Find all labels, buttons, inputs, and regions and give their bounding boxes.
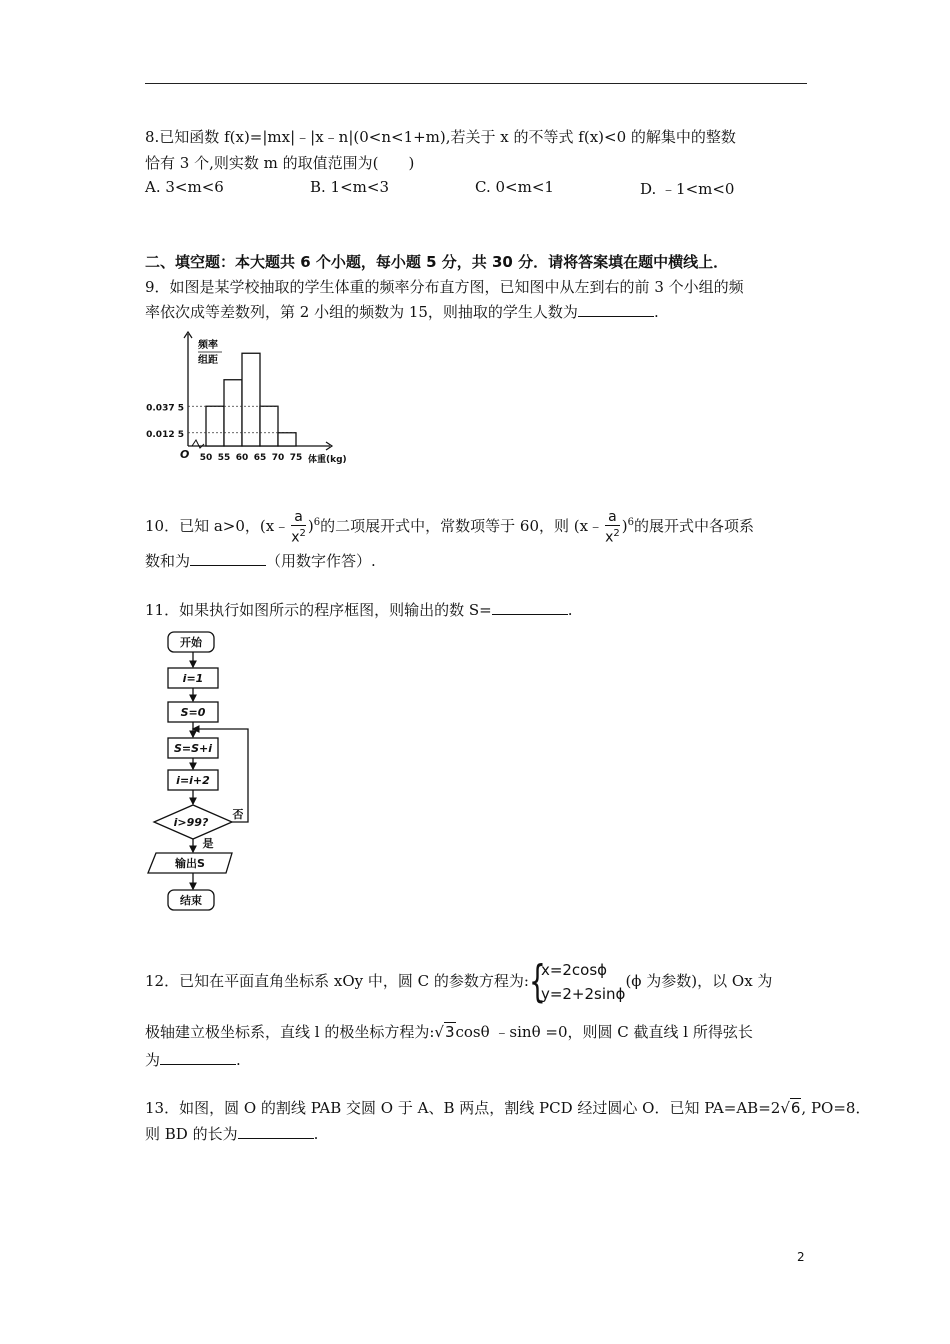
- x-tick-label: 70: [271, 453, 285, 463]
- flow-update-s-label: S=S+i: [173, 742, 213, 755]
- q9-line1: 9．如图是某学校抽取的学生体重的频率分布直方图，已知图中从左到右的前 3 个小组的频: [145, 278, 744, 296]
- flow-start-label: 开始: [180, 636, 202, 649]
- flow-init-i-label: i=1: [182, 672, 204, 685]
- x-tick-label: 50: [199, 453, 213, 463]
- x-tick-label: 60: [235, 453, 249, 463]
- flow-no-label: 否: [232, 808, 244, 821]
- q8-line1: 8.已知函数 f(x)=|mx|﹣|x﹣n|(0<n<1+m),若关于 x 的不等式 f(x)<0 的解集中的整数: [145, 128, 736, 146]
- q10-text-b: 的二项展开式中，常数项等于 60，则 (x﹣: [320, 517, 604, 535]
- x-tick-label: 65: [253, 453, 267, 463]
- flowchart: [140, 628, 270, 918]
- q13-answer-blank: [238, 1124, 314, 1139]
- section-heading: 二、填空题：本大题共 6 个小题，每小题 5 分，共 30 分．请将答案填在题中横线上．: [145, 253, 729, 271]
- axis-break: [192, 440, 204, 448]
- q9-line2: [145, 302, 659, 322]
- q11-answer-blank: [492, 600, 568, 615]
- q8-option-d: D. ﹣1<m<0: [640, 180, 735, 198]
- q10-line2: 数和为 （用数字作答）.: [145, 552, 376, 570]
- flow-output-label: 输出S: [175, 857, 205, 870]
- q8-line2: 恰有 3 个,则实数 m 的取值范围为( ): [145, 154, 415, 172]
- histogram-bar: [278, 433, 296, 446]
- q10-answer-blank: [190, 551, 266, 566]
- y-label-top: 频率: [198, 340, 218, 351]
- flow-init-s-label: S=0: [180, 706, 206, 719]
- q12-line1: 12．已知在平面直角坐标系 xOy 中，圆 C 的参数方程为: { x=2cosϕ y=2+2sinϕ (ϕ 为参数)，以 Ox 为: [145, 956, 773, 1007]
- y-tick-label: 0.012 5: [146, 429, 184, 440]
- q8-option-a: A. 3<m<6: [145, 178, 224, 196]
- x-axis-label: 体重(kg): [308, 455, 347, 465]
- y-label-bottom: 组距: [198, 355, 218, 366]
- q9-answer-blank: [578, 302, 654, 317]
- q13-line2: 则 BD 的长为 .: [145, 1125, 319, 1143]
- histogram-bar: [224, 380, 242, 446]
- q10-exponent-2: 6: [627, 517, 634, 528]
- flow-end-label: 结束: [180, 894, 202, 907]
- flow-condition-label: i>99?: [173, 816, 209, 829]
- q10-text-a: 10．已知 a>0，(x﹣: [145, 517, 290, 535]
- page-number: 2: [797, 1250, 805, 1264]
- q13-line1: 13．如图，圆 O 的割线 PAB 交圆 O 于 A、B 两点，割线 PCD 经过圆心 O．已知 PA=AB=2√6, PO=8．: [145, 1099, 871, 1117]
- y-tick-label: 0.037 5: [146, 403, 184, 414]
- histogram: [140, 328, 360, 473]
- q8-option-b: B. 1<m<3: [310, 178, 390, 196]
- flow-update-i-label: i=i+2: [176, 774, 210, 787]
- q12-line3: 为 .: [145, 1051, 241, 1069]
- x-tick-label: 55: [217, 453, 231, 463]
- q11-line: 11．如果执行如图所示的程序框图，则输出的数 S= .: [145, 601, 573, 619]
- histogram-bar: [206, 406, 224, 446]
- q8-option-c: C. 0<m<1: [475, 178, 554, 196]
- q10-fraction-1: $\frac{a}{x^2}$: [291, 508, 306, 546]
- header-rule: [145, 83, 807, 84]
- histogram-bar: [260, 406, 278, 446]
- q10-fraction-2: $\frac{a}{x^2}$: [605, 508, 620, 546]
- flow-yes-label: 是: [202, 837, 214, 850]
- q12-answer-blank: [160, 1050, 236, 1065]
- histogram-bar: [242, 353, 260, 446]
- q10-exponent-1: 6: [313, 517, 321, 528]
- q10-line1: 10．已知 a>0，(x﹣ $\frac{a}{x^2}$ )$^6$的二项展开式中，常数项等于 60，则 (x﹣ $\frac{a}{x^2}$ )$^6$的展开式中各项系: [145, 508, 754, 546]
- x-tick-label: 75: [289, 453, 303, 463]
- q10-text-c: 的展开式中各项系: [633, 517, 754, 535]
- q13-sqrt: √6: [780, 1099, 801, 1117]
- origin-label: O: [180, 448, 190, 461]
- q9-text: 率依次成等差数列，第 2 小组的频数为 15，则抽取的学生人数为: [145, 303, 578, 321]
- q12-sqrt: √3: [434, 1023, 455, 1041]
- q12-equation-system: { x=2cosϕ y=2+2sinϕ: [528, 956, 626, 1007]
- q9-end: .: [653, 303, 659, 321]
- q12-line2: 极轴建立极坐标系，直线 l 的极坐标方程为:√3cosθ ﹣sinθ =0，则圆 C 截直线 l 所得弦长: [145, 1023, 753, 1041]
